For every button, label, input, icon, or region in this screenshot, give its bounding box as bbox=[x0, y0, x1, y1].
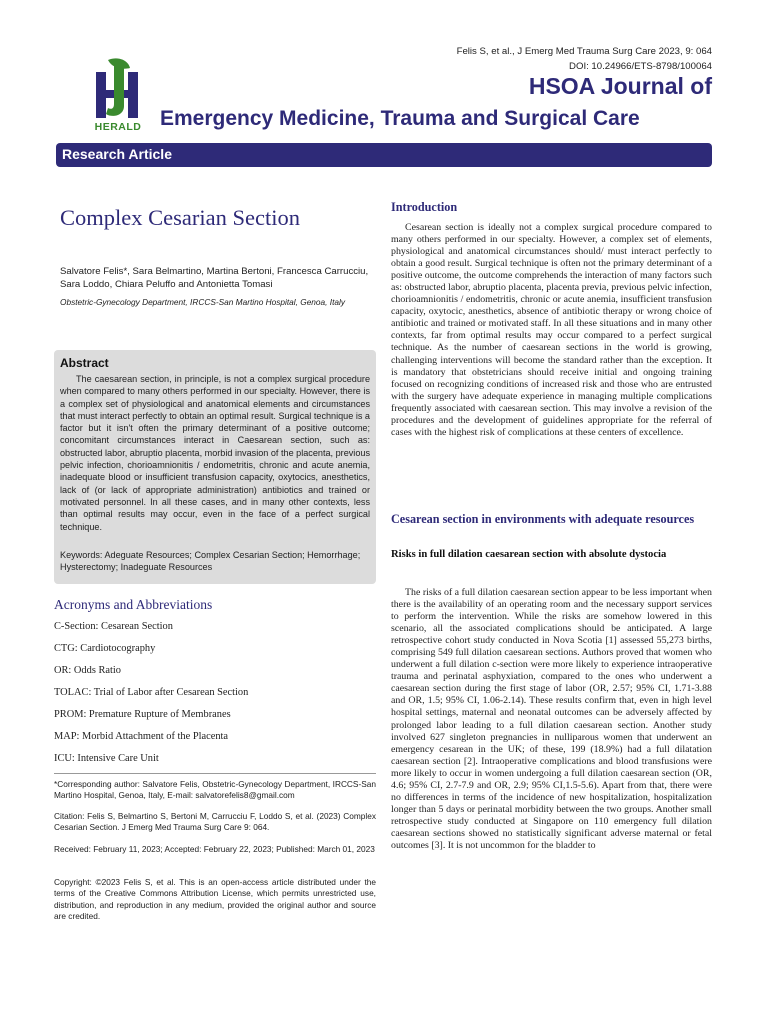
keywords: Keywords: Adeguate Resources; Complex Cesarian Section; Hemorrhage; Hysterectomy; Inadeguate Resources bbox=[60, 550, 361, 573]
corresponding-author: *Corresponding author: Salvatore Felis, Obstetric-Gynecology Department, IRCCS-San Martino Hospital, Genoa, Italy, E-mail: salvatorefelis8@gmail.com bbox=[54, 779, 376, 801]
acronyms-heading: Acronyms and Abbreviations bbox=[54, 597, 213, 612]
acronym-item: PROM: Premature Rupture of Membranes bbox=[54, 709, 231, 720]
abstract-text: The caesarean section, in principle, is not a complex surgical procedure when compared to many others performed in our specialty. However, there is a complex set of physiological and anatomical elements and circumstances that must interact perfectly to obtain an optimal result. Surgical technique is a factor but it isn't often the primary determinant of a positive outcome; concomitant circumstances interact in Caesarean section, such as: obstructed labor, abruptio placenta, morbid invasion of the placenta, previous pelvic infection, chorioamnionitis / endometritis, chronic and acute anemia, inadequate blood or insufficient transfusion capacity, oxytocics, anesthetics, lack of (or lack of appropriate administration) antibiotics and trained or motivated personnel. In all these cases, and in many other contexts, less than optimal results may occur, even in the face of a perfect surgical technique. bbox=[60, 374, 370, 532]
acronyms-list bbox=[54, 619, 374, 773]
introduction-heading: Introduction bbox=[391, 200, 458, 214]
author-affiliation: Obstetric-Gynecology Department, IRCCS-San Martino Hospital, Genoa, Italy bbox=[60, 297, 345, 307]
subsection-heading: Risks in full dilation caesarean section with absolute dystocia bbox=[391, 549, 667, 560]
acronym-item: MAP: Morbid Attachment of the Placenta bbox=[54, 731, 229, 742]
article-type-label: Research Article bbox=[62, 146, 172, 162]
publication-dates: Received: February 11, 2023; Accepted: February 22, 2023; Published: March 01, 2023 bbox=[54, 844, 375, 854]
article-type-banner bbox=[56, 143, 712, 167]
citation-header bbox=[457, 44, 712, 74]
section-heading: Cesarean section in environments with adequate resources bbox=[391, 512, 695, 526]
journal-name: HSOA Journal of bbox=[528, 73, 712, 99]
citation-note: Citation: Felis S, Belmartino S, Bertoni M, Carrucciu F, Loddo S, et al. (2023) Complex Cesarian Section. J Emerg Med Trauma Surg Care 9: 064. bbox=[54, 811, 376, 833]
author-list: Salvatore Felis*, Sara Belmartino, Martina Bertoni, Francesca Carrucciu, Sara Loddo, Chiara Peluffo and Antonietta Tomasi bbox=[60, 266, 369, 290]
acronym-item: CTG: Cardiotocography bbox=[54, 643, 156, 654]
copyright-notice: Copyright: ©2023 Felis S, et al. This is an open-access article distributed under the terms of the Creative Commons Attribution License, which permits unrestricted use, distribution, and reproduction in any medium, provided the original author and source are credited. bbox=[54, 877, 376, 922]
herald-logo-text: HERALD bbox=[94, 121, 142, 133]
doi-line[interactable]: DOI: 10.24966/ETS-8798/100064 bbox=[569, 61, 712, 72]
acronym-item: TOLAC: Trial of Labor after Cesarean Section bbox=[54, 687, 249, 698]
acronym-item: ICU: Intensive Care Unit bbox=[54, 753, 159, 764]
footnote-divider bbox=[54, 773, 376, 774]
risks-text: The risks of a full dilation caesarean section appear to be less important when there is the availability of an operating room and the necessary support services to perform the intervention. While the risks are somehow lowered in this scenario, all the associated complications should be anticipated. A large retrospective cohort study conducted in Nova Scotia [1] assessed 55,273 births, comprising 549 full dilation caesarean sections. Authors proved that women who underwent a full dilation c-section were more likely to experience intraoperative trauma and perinatal asphyxiation, compared to the ones who underwent a caesarean section during the first stage of labor (OR, 2.57; 95% CI, 1.71-3.88 and OR, 1.5; 95% CI, 1.06-2.14). These results confirm that, even in high level hospital settings, maternal and neonatal outcomes can be adversely affected by prolonged labor leading to a full dilation caesarean section. Another study involved 627 singleton pregnancies in nulliparous women that underwent an emergency cesarean in the UK; of these, 199 (18.9%) had a full dilatation caesarean section [2]. Intraoperative complications and blood transfusions were more likely to occur in women undergoing a full dilation caesarean section (OR, 4.6; 95% CI, 2.7-7.9 and OR, 2.9; 95% CI,1.5-5.6). Apart from that, there were no differences in terms of the incidence of new hospitalization, hospitalization longer than 5 days or perinatal morbidity between the two groups. Another small retrospective study conducted at Singapore on 110 emergency full dilation caesarean sections showed no statistically significant adverse maternal or fetal outcomes [3]. It is not uncommon for the bladder to bbox=[391, 587, 712, 851]
article-title: Complex Cesarian Section bbox=[60, 205, 300, 230]
citation-line: Felis S, et al., J Emerg Med Trauma Surg Care 2023, 9: 064 bbox=[456, 46, 712, 57]
acronym-item: OR: Odds Ratio bbox=[54, 665, 121, 676]
journal-subtitle: Emergency Medicine, Trauma and Surgical Care bbox=[160, 107, 640, 130]
herald-logo-icon bbox=[88, 56, 148, 124]
abstract-heading: Abstract bbox=[60, 356, 109, 370]
introduction-text: Cesarean section is ideally not a complex surgical procedure compared to many others performed in our specialty. However, a complex set of elements, physiological and anatomical circumstances should/ must interact perfectly to obtain a good result. Surgical technique is often not the primary determinant of a positive outcome, the outcome comprehends the interaction of many factors such as: obstructed labor, abruptio placenta, placenta previa, previous pelvic infection, chorioamnionitis / endometritis, chronic or acute anemia, insufficient transfusion capacity, oxytocic, anesthetics, absence of antibiotic therapy or wrong choice of antibiotic and trained or motivated staff. In all these situations and in many other contexts, far from optimal results may occur compared to a perfect surgical technique. As the number of caesarean sections in the world is growing, challenging interventions will become the standard rather than the exception. It is mandatory that obstetricians should receive initial and ongoing training focused on recognizing conditions of increased risk and those who are entrusted with the surgery have adequate experience in managing multiple complications frequently associated with caesarean section. This may involve a revision of the procedures and the development of guidelines appropriate for the referral of cases with the highest risk of complications at these centers of excellence. bbox=[391, 222, 712, 438]
acronym-item: C-Section: Cesarean Section bbox=[54, 621, 173, 632]
